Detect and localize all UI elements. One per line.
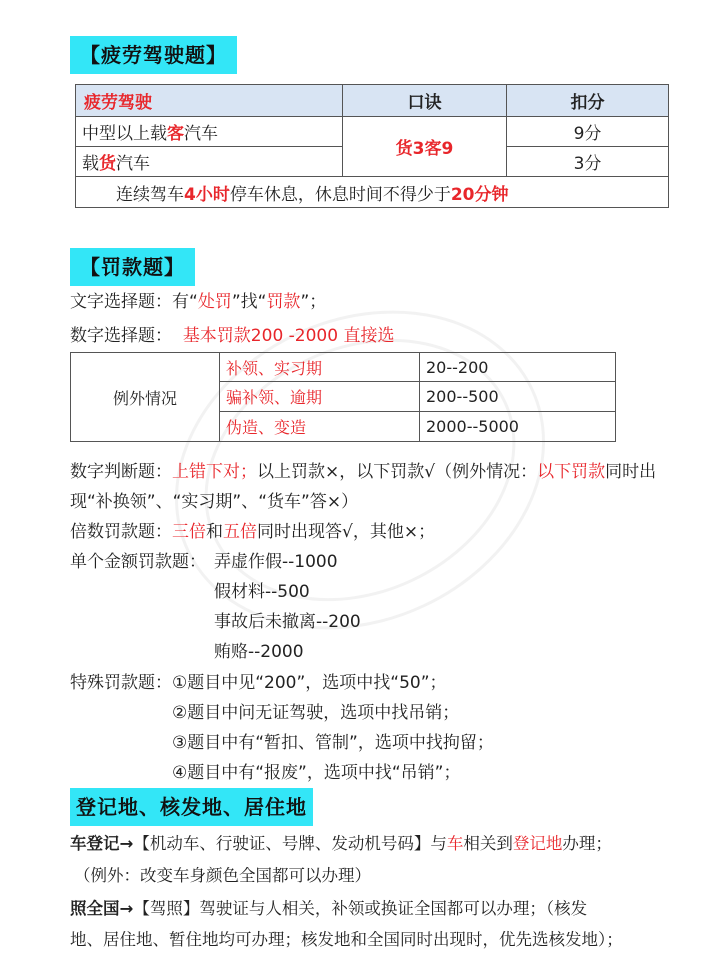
fatigue-note <box>76 177 668 207</box>
row1-text-b: 客 <box>167 124 184 144</box>
fines-section-tag: 【罚款题】 <box>70 248 195 286</box>
row2-text-a: 载 <box>82 154 99 174</box>
note-a: 连续驾车 <box>116 184 184 205</box>
special-item-2: ②题目中问无证驾驶，选项中找吊销； <box>172 703 460 723</box>
jd-a: 数字判断题： <box>70 462 172 482</box>
tc-e: ”； <box>300 292 327 312</box>
fatigue-row2-points: 3分 <box>506 147 668 177</box>
note-b: 4小时 <box>184 184 230 205</box>
jd-d: 以下罚款 <box>537 462 606 482</box>
number-choice-line <box>70 324 394 348</box>
judge-line-2: 现“补换领”、“实习期”、“货车”答×） <box>70 492 359 512</box>
tc-b: 处罚 <box>197 292 232 312</box>
tc-a: 文字选择题：有“ <box>70 292 198 312</box>
multiple-line <box>70 520 435 544</box>
car-f: 办理； <box>562 834 612 853</box>
fatigue-mnemonic: 货3客9 <box>342 117 506 177</box>
car-exception-line: （例外：改变车身颜色全国都可以办理） <box>74 866 371 885</box>
fatigue-header-2: 口诀 <box>342 85 506 117</box>
mu-c: 和 <box>206 522 223 542</box>
lic-a: 照全国→ <box>70 899 134 918</box>
text-choice-line <box>70 290 326 314</box>
license-line-1 <box>70 897 587 921</box>
exceptions-table <box>70 352 616 442</box>
fatigue-row1-points: 9分 <box>506 117 668 147</box>
car-e: 登记地 <box>512 834 563 853</box>
jd-b: 上错下对； <box>172 462 257 482</box>
exception-cond-3: 伪造、变造 <box>219 412 419 441</box>
jd-e: 同时出 <box>605 462 657 482</box>
fatigue-header-3: 扣分 <box>506 85 668 117</box>
row2-text-b: 货 <box>99 154 116 174</box>
license-line-2: 地、居住地、暂住地均可办理；核发地和全国同时出现时，优先选核发地）； <box>70 930 623 949</box>
exception-cond-1: 补领、实习期 <box>219 353 419 382</box>
special-item-3: ③题目中有“暂扣、管制”，选项中找拘留； <box>172 733 494 753</box>
nc-a: 数字选择题： <box>70 326 172 346</box>
mu-b: 三倍 <box>172 522 206 542</box>
note-d: 20分钟 <box>450 184 509 205</box>
registration-section-tag: 登记地、核发地、居住地 <box>70 788 313 826</box>
single-item-2: 假材料--500 <box>214 582 310 602</box>
single-item-4: 贿赂--2000 <box>214 642 304 662</box>
special-item-4: ④题目中有“报废”，选项中找“吊销”； <box>172 763 461 783</box>
single-item-1: 弄虚作假--1000 <box>214 552 338 572</box>
row2-text-c: 汽车 <box>116 154 150 174</box>
car-b: 【机动车、行驶证、号牌、发动机号码】与 <box>133 834 447 853</box>
single-item-3: 事故后未撤离--200 <box>214 612 361 632</box>
mu-e: 同时出现答√，其他×； <box>257 522 436 542</box>
single-label: 单个金额罚款题： <box>70 552 206 572</box>
exceptions-label: 例外情况 <box>112 388 177 408</box>
fatigue-table <box>75 84 669 208</box>
mu-a: 倍数罚款题： <box>70 522 172 542</box>
fatigue-header-1: 疲劳驾驶 <box>76 85 342 117</box>
car-registration-line <box>70 832 612 856</box>
note-c: 停车休息，休息时间不得少于 <box>229 184 451 205</box>
fatigue-section-tag: 【疲劳驾驶题】 <box>70 36 237 74</box>
jd-c: 以上罚款×，以下罚款√（例外情况： <box>257 462 538 482</box>
car-c: 车 <box>446 834 464 853</box>
row1-text-c: 汽车 <box>184 124 218 144</box>
row1-text-a: 中型以上载 <box>82 124 167 144</box>
tc-d: 罚款 <box>266 292 301 312</box>
nc-b: 基本罚款200 -2000 直接选 <box>182 326 395 346</box>
car-d: 相关到 <box>463 834 513 853</box>
fatigue-row2-vehicle <box>76 147 342 177</box>
exception-range-3: 2000--5000 <box>419 412 615 441</box>
judge-line-1 <box>70 460 656 484</box>
special-label: 特殊罚款题： <box>70 673 172 693</box>
lic-b: 【驾照】驾驶证与人相关，补领或换证全国都可以办理；（核发 <box>133 899 588 918</box>
special-item-1: ①题目中见“200”，选项中找“50”； <box>172 673 447 693</box>
tc-c: ”找“ <box>231 292 267 312</box>
fatigue-row1-vehicle <box>76 117 342 147</box>
car-a: 车登记→ <box>70 834 134 853</box>
exception-range-1: 20--200 <box>419 353 615 382</box>
mu-d: 五倍 <box>223 522 257 542</box>
exception-range-2: 200--500 <box>419 382 615 412</box>
exception-cond-2: 骗补领、逾期 <box>219 382 419 412</box>
